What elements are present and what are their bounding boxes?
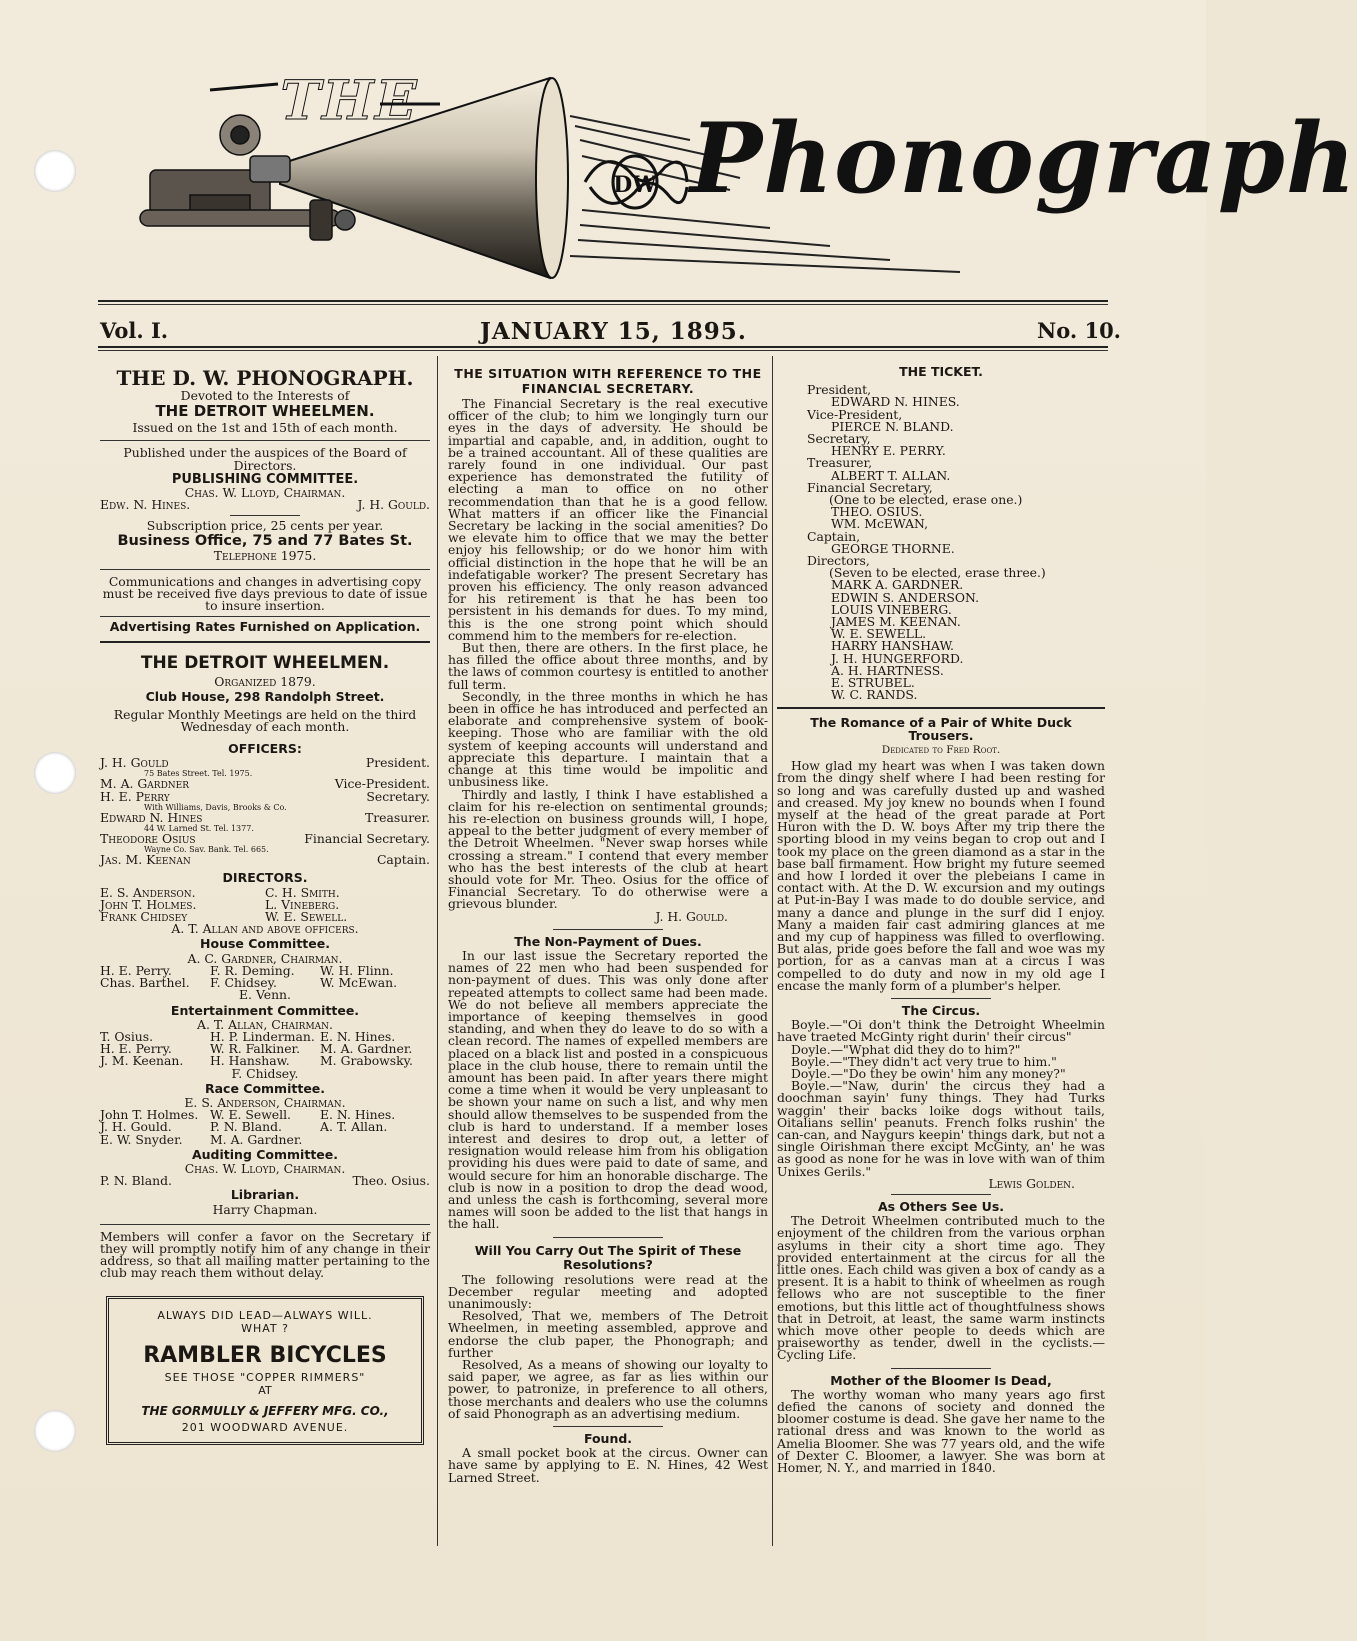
svg-text:DW: DW bbox=[613, 172, 657, 198]
entertainment-committee-head: Entertainment Committee. bbox=[170, 1002, 360, 1018]
officer-row bbox=[100, 809, 430, 825]
resolutions-p3: Resolved, As a means of showing our loyalty to said paper, we agree, as far as lies within our power, to patronize, in preference to all others, those merchants and dealers who use the columns of said Phonograph as an advertising medium. bbox=[448, 1357, 768, 1421]
officer-role: Captain. bbox=[376, 852, 430, 868]
others-p1: The Detroit Wheelmen contributed much to the enjoyment of the children from the various orphan asylums in their city a short time ago. They provided entertainment at the circus for all the little ones. Each child was given a box of candy as a present. It is a habit to think of wheelmen as rough fellows who are not susceptible to the finer emotions, but this little act of thoughtfulness shows that in Detroit, at least, the same warm instincts which move other people to deeds which are praiseworthy as tender, dwell in the cyclists.—Cycling Life. bbox=[777, 1213, 1105, 1363]
resolutions-p1: The following resolutions were read at the December regular meeting and adopted unanimously: bbox=[448, 1271, 768, 1312]
committee-member: M. A. Gardner. bbox=[320, 1041, 413, 1057]
paper-title: THE D. W. PHONOGRAPH. bbox=[116, 366, 414, 390]
bloomer-head: Mother of the Bloomer Is Dead, bbox=[830, 1372, 1052, 1388]
officer-role: Financial Secretary. bbox=[304, 831, 430, 847]
masthead bbox=[130, 60, 1357, 310]
ticket-candidate: EDWIN S. ANDERSON. bbox=[831, 589, 980, 605]
committee-member: J. H. Gould. bbox=[100, 1119, 172, 1135]
business-office: Business Office, 75 and 77 Bates St. bbox=[117, 533, 413, 550]
officer-note: 75 Bates Street. Tel. 1975. bbox=[144, 769, 253, 779]
found-head: Found. bbox=[583, 1431, 633, 1447]
ticket-candidate: THEO. OSIUS. bbox=[831, 504, 923, 520]
auditing-chair: Chas. W. Lloyd, Chairman. bbox=[184, 1160, 346, 1176]
directors-head: DIRECTORS. bbox=[222, 870, 308, 886]
situation-signature: J. H. Gould. bbox=[655, 908, 728, 924]
ticket-candidate: W. C. RANDS. bbox=[831, 687, 918, 703]
committee-member: E. N. Hines. bbox=[320, 1028, 396, 1044]
race-committee-list bbox=[100, 1109, 430, 1146]
short-rule bbox=[553, 1237, 663, 1238]
committee-member: H. E. Perry. bbox=[100, 962, 172, 978]
members-note: Members will confer a favor on the Secretary if they will promptly notify him of any change in their address, so that all mailing matter pertaining to the club may reach them without delay. bbox=[100, 1228, 430, 1281]
ad-company: THE GORMULLY & JEFFERY MFG. CO., bbox=[141, 1403, 389, 1418]
romance-p1: How glad my heart was when I was taken down from the dingy shelf where I had been resting for so long and was carefully dusted up and washed and creased. My joy knew no bounds when I found myself at the head of the great parade at Port Huron with the D. W. boys After my trip there the sporting blood in my veins began to crop out and I took my place on the green diamond as a star in the base ball firmament. How bright my future seemed and how I lorded it over the plebeians I came in contact with. At the D. W. excursion and my outings at Put-in-Bay I was made to do double service, and many a dance and plunge in the surf did I enjoy. Many a maiden fair cast admiring glances at me and my cup of happiness was filled to overflowing. But alas, pride goes before the fall and woe was my portion, for as a canvas man at a circus I was compelled to do duty and now in my old age I encase the manly form of a plumber's helper. bbox=[777, 758, 1105, 993]
entertainment-chair: A. T. Allan, Chairman. bbox=[197, 1016, 333, 1032]
ticket-candidate: LOUIS VINEBERG. bbox=[831, 601, 952, 617]
devoted-line: Devoted to the Interests of bbox=[180, 388, 350, 403]
house-chair: A. C. Gardner, Chairman. bbox=[187, 950, 343, 966]
committee-member: W. E. Sewell. bbox=[210, 1107, 291, 1123]
committee-member: A. T. Allan. bbox=[320, 1119, 388, 1135]
ticket-candidate: PIERCE N. BLAND. bbox=[831, 418, 954, 434]
ticket-candidate: HENRY E. PERRY. bbox=[831, 443, 946, 459]
auditing-members: P. N. Bland. Theo. Osius. bbox=[100, 1173, 430, 1189]
issue-date: JANUARY 15, 1895. bbox=[480, 318, 747, 345]
committee-member: E. N. Hines. bbox=[320, 1107, 396, 1123]
dues-p1: In our last issue the Secretary reported the names of 22 men who had been suspended for non-payment of dues. This was only done after repeated attempts to collect same had been made. We do not believe all members appreciate the importance of keeping themselves in good standing, and when they do leave to do so with a clean record. The names of expelled members are placed on a black list and posted in a conspicuous place in the club house, there to remain until the amount has been paid. In after years there might come a time when it would be very unpleasant to be shown your name on such a list, and why men should allow themselves to be suspended from the club is hard to understand. If a member loses interest and desires to drop out, a letter of resignation would release him from his obligation providing his dues were paid to date of same, and would secure for him an honorable discharge. The club is now in a position to drop the dead wood, and unless the cash is forthcoming, several more names will soon be added to the list that hangs in the hall. bbox=[448, 947, 768, 1232]
ad-line4: AT bbox=[258, 1383, 272, 1397]
situation-p2: But then, there are others. In the first place, he has filled the office about three months, and by the laws of common courtesy is entitled to another full term. bbox=[448, 640, 768, 692]
officer-note: Wayne Co. Sav. Bank. Tel. 665. bbox=[144, 845, 269, 855]
ticket-candidate: W. E. SEWELL. bbox=[831, 626, 927, 642]
ticket-candidate: WM. McEWAN, bbox=[831, 516, 929, 532]
officer-note: With Williams, Davis, Brooks & Co. bbox=[144, 802, 287, 812]
meetings-line: Regular Monthly Meetings are held on the third Wednesday of each month. bbox=[113, 706, 417, 734]
officer-row bbox=[100, 833, 430, 845]
short-rule bbox=[553, 1426, 663, 1427]
circus-signature: Lewis Golden. bbox=[988, 1175, 1075, 1191]
club-name: THE DETROIT WHEELMEN. bbox=[155, 402, 375, 421]
issue-rule-bottom-thin bbox=[98, 350, 1108, 351]
resolutions-p2: Resolved, That we, members of The Detroit Wheelmen, in meeting assembled, approve and endorse the club paper, the Phonograph; and further bbox=[448, 1308, 768, 1360]
ad-line3: SEE THOSE "COPPER RIMMERS" bbox=[164, 1370, 366, 1384]
masthead-title: Phonograph bbox=[690, 102, 1357, 215]
advertising-rates: Advertising Rates Furnished on Application. bbox=[109, 619, 421, 635]
ad-line1: ALWAYS DID LEAD—ALWAYS WILL. bbox=[157, 1308, 373, 1322]
ticket-candidate: GEORGE THORNE. bbox=[831, 540, 955, 556]
committee-member: M. A. Gardner. bbox=[210, 1131, 303, 1147]
issue-rule-bottom bbox=[98, 346, 1108, 348]
committee-member: W. McEwan. bbox=[320, 975, 398, 991]
communications-note: Communications and changes in advertising copy must be received five days previous to date of issue to insure insertion. bbox=[102, 573, 428, 614]
ad-line2: WHAT ? bbox=[241, 1321, 289, 1335]
ticket-candidate: MARK A. GARDNER. bbox=[831, 577, 964, 593]
divider bbox=[777, 707, 1105, 709]
column-divider bbox=[437, 356, 438, 1546]
officer-name: Theodore Osius bbox=[100, 831, 196, 847]
short-rule bbox=[891, 1368, 991, 1369]
committee-member: F. Chidsey. bbox=[210, 975, 277, 991]
club-title: THE DETROIT WHEELMEN. bbox=[140, 653, 390, 674]
column-right bbox=[777, 362, 1105, 1474]
ticket-instruction: (Seven to be elected, erase three.) bbox=[829, 565, 1046, 581]
director-name: C. H. Smith. bbox=[265, 884, 340, 900]
entertainment-committee-list bbox=[100, 1028, 430, 1069]
officer-role: Treasurer. bbox=[364, 809, 430, 825]
house-committee-head: House Committee. bbox=[200, 936, 330, 952]
committee-member: W. H. Flinn. bbox=[320, 962, 394, 978]
committee-member: Chas. Barthel. bbox=[100, 975, 190, 991]
divider bbox=[100, 1224, 430, 1225]
others-head: As Others See Us. bbox=[877, 1199, 1005, 1214]
circus-p5: Boyle.—"Naw, durin' the circus they had a doochman sayin' funy things. They had Turks waggin' their backs loike dogs without tails, Oitalians sellin' peanuts. French folks rushin' the can-can, and Naygurs keepin' things dark, but not a single Oirishman there excipt McGinty, an' he was as good as none for he was in love with wan of thim Unixes Gerils." bbox=[777, 1078, 1105, 1179]
committee-member: John T. Holmes. bbox=[100, 1107, 199, 1123]
short-rule bbox=[891, 1194, 991, 1195]
column-divider bbox=[772, 356, 773, 1546]
binder-hole bbox=[34, 752, 76, 794]
director-name: John T. Holmes. bbox=[100, 896, 197, 912]
ticket-office: President, bbox=[807, 382, 872, 398]
situation-p4: Thirdly and lastly, I think I have established a claim for his re-election on sentimental grounds; his re-election on business grounds will, I hope, appeal to the better judgment of every member of the Detroit Wheelmen. "Never swap horses while crossing a stream." I contend that every member who has the best interests of the club at heart should vote for Mr. Theo. Osius for the office of Financial Secretary. To do otherwise were a grievous blunder. bbox=[448, 786, 768, 912]
ticket-office: Vice-President, bbox=[807, 406, 903, 422]
column-left bbox=[100, 362, 430, 1445]
ticket-office: Financial Secretary, bbox=[807, 479, 933, 495]
found-p1: A small pocket book at the circus. Owner can have same by applying to E. N. Hines, 42 West Larned Street. bbox=[448, 1445, 768, 1485]
ticket-head: THE TICKET. bbox=[899, 364, 983, 379]
issued-line: Issued on the 1st and 15th of each month. bbox=[132, 420, 398, 436]
race-chair: E. S. Anderson, Chairman. bbox=[184, 1094, 346, 1110]
ticket-candidate: HARRY HANSHAW. bbox=[831, 638, 954, 654]
committee-member: W. R. Falkiner. bbox=[210, 1041, 301, 1057]
clubhouse-line: Club House, 298 Randolph Street. bbox=[145, 688, 385, 704]
divider bbox=[100, 641, 430, 643]
telephone-line: Telephone 1975. bbox=[213, 548, 317, 564]
publishing-committee-head: PUBLISHING COMMITTEE. bbox=[171, 471, 359, 487]
bloomer-p1: The worthy woman who many years ago first defied the canons of society and donned the bloomer costume is dead. She gave her name to the rational dress and was known to the world as Amelia Bloomer. She was 77 years old, and the wife of Dexter C. Bloomer, a lawyer. She was born at Homer, N. Y., and married in 1840. bbox=[777, 1386, 1105, 1476]
officer-name: M. A. Gardner bbox=[100, 776, 190, 792]
ticket-candidate: A. H. HARTNESS. bbox=[831, 662, 944, 678]
divider bbox=[100, 569, 430, 570]
ad-address: 201 WOODWARD AVENUE. bbox=[181, 1420, 349, 1434]
ticket-list bbox=[805, 384, 1105, 701]
committee-member bbox=[320, 1134, 430, 1146]
committee-member: E. W. Snyder. bbox=[100, 1131, 183, 1147]
directors-list bbox=[100, 884, 430, 925]
house-tail: E. Venn. bbox=[239, 987, 291, 1003]
director-name: W. E. Sewell. bbox=[265, 909, 348, 925]
committee-member: J. M. Keenan. bbox=[100, 1053, 184, 1069]
committee-member: H. P. Linderman. bbox=[210, 1028, 315, 1044]
director-name: L. Vineberg. bbox=[265, 896, 340, 912]
officer-name: Edward N. Hines bbox=[100, 809, 203, 825]
officer-role: Secretary. bbox=[366, 788, 430, 804]
committee-member: F. R. Deming. bbox=[210, 962, 295, 978]
rambler-advertisement bbox=[106, 1296, 424, 1445]
ticket-office: Captain, bbox=[807, 528, 861, 544]
committee-member: M. Grabowsky. bbox=[320, 1053, 413, 1069]
organized-line: Organized 1879. bbox=[214, 674, 316, 690]
publishing-chair: Chas. W. Lloyd, Chairman. bbox=[184, 484, 346, 500]
officer-role: President. bbox=[365, 755, 430, 771]
romance-head: The Romance of a Pair of White Duck Trousers. bbox=[810, 715, 1072, 743]
circus-head: The Circus. bbox=[901, 1002, 981, 1018]
officer-row bbox=[100, 854, 430, 866]
divider bbox=[100, 440, 430, 441]
publishing-members: Edw. N. Hines. J. H. Gould. bbox=[100, 497, 430, 513]
race-committee-head: Race Committee. bbox=[204, 1080, 326, 1096]
volume-label: Vol. I. bbox=[100, 318, 169, 343]
romance-dedication: Dedicated to Fred Root. bbox=[881, 743, 1001, 756]
ad-brand: RAMBLER BICYCLES bbox=[143, 1342, 387, 1368]
librarian-head: Librarian. bbox=[230, 1187, 300, 1203]
masthead-the: THE bbox=[273, 68, 426, 132]
ticket-instruction: (One to be elected, erase one.) bbox=[829, 492, 1023, 508]
officer-name: Jas. M. Keenan bbox=[100, 852, 191, 868]
ticket-candidate: JAMES M. KEENAN. bbox=[831, 614, 961, 630]
ticket-office: Directors, bbox=[807, 553, 870, 569]
situation-p1: The Financial Secretary is the real executive officer of the club; to him we longingly turn our eyes in the days of adversity. He should be impartial and capable, and, in addition, ought to be a trained accountant. All of these qualities are rarely found in one individual. Our past experience has demonstrated the futility of electing a man to office on no other recommendation than that he is a good fellow. What matters if an officer like the Financial Secretary be lacking in the social amenities? Do we elevate him to office that we may the better enjoy his fellowship; or do we honor him with official distinction in the hope that he will be an indefatigable worker? The present Secretary has proven his efficiency. The only reason advanced for his retirement is that he has been too persistent in his demands for dues. To my mind, this is the one strong point which should commend him to the members for re-election. bbox=[448, 396, 768, 643]
binder-hole bbox=[34, 1410, 76, 1452]
directors-tail: A. T. Allan and above officers. bbox=[171, 921, 359, 937]
column-middle bbox=[448, 362, 768, 1484]
committee-member: T. Osius. bbox=[100, 1028, 154, 1044]
published-line: Published under the auspices of the Board of Directors. bbox=[123, 445, 407, 473]
librarian-name: Harry Chapman. bbox=[212, 1201, 318, 1217]
house-committee-list bbox=[100, 962, 430, 991]
director-name: E. S. Anderson. bbox=[100, 884, 196, 900]
director-name: Frank Chidsey bbox=[100, 909, 188, 925]
situation-head: THE SITUATION WITH REFERENCE TO THE FINANCIAL SECRETARY. bbox=[454, 366, 762, 396]
subscription-line: Subscription price, 25 cents per year. bbox=[146, 518, 384, 534]
short-rule bbox=[553, 929, 663, 930]
committee-member: H. E. Perry. bbox=[100, 1041, 172, 1057]
issue-number: No. 10. bbox=[1037, 318, 1121, 343]
officer-name: H. E. Perry bbox=[100, 788, 170, 804]
circus-p3: Boyle.—"They didn't act very true to him." bbox=[791, 1053, 1057, 1069]
dues-head: The Non-Payment of Dues. bbox=[514, 933, 702, 949]
short-rule bbox=[230, 515, 300, 516]
committee-row bbox=[100, 1131, 430, 1147]
entertainment-tail: F. Chidsey. bbox=[231, 1065, 299, 1081]
ticket-candidate: ALBERT T. ALLAN. bbox=[831, 467, 951, 483]
circus-p2: Doyle.—"Wphat did they do to him?" bbox=[791, 1041, 1021, 1057]
dw-monogram bbox=[575, 142, 695, 222]
officers-head: OFFICERS: bbox=[228, 741, 302, 757]
resolutions-head: Will You Carry Out The Spirit of These Resolutions? bbox=[474, 1242, 742, 1272]
ticket-office: Secretary, bbox=[807, 431, 871, 447]
officer-role: Vice-President. bbox=[334, 776, 430, 792]
situation-p3: Secondly, in the three months in which he has been in office he has introduced and perfected an elaborate and comprehensive system of book-keeping. Those who are familiar with the old system of keeping accounts will understand and appreciate this departure. I maintain that a change at this time would be impolitic and unbusiness like. bbox=[448, 688, 768, 790]
issue-rule-top bbox=[98, 300, 1108, 302]
ticket-candidate: EDWARD N. HINES. bbox=[831, 394, 960, 410]
ticket-office: Treasurer, bbox=[807, 455, 873, 471]
officer-note: 44 W. Larned St. Tel. 1377. bbox=[144, 824, 254, 834]
issue-rule-top-thin bbox=[98, 304, 1108, 305]
ticket-candidate: J. H. HUNGERFORD. bbox=[831, 650, 964, 666]
circus-p4: Doyle.—"Do they be owin' him any money?" bbox=[791, 1065, 1066, 1081]
officer-row bbox=[100, 757, 430, 769]
circus-p1: Boyle.—"Oi don't think the Detroight Wheelmin have traeted McGinty right durin' their circus" bbox=[777, 1017, 1105, 1045]
binder-hole bbox=[34, 150, 76, 192]
officer-row bbox=[100, 788, 430, 804]
officers-list bbox=[100, 757, 430, 866]
divider bbox=[100, 616, 430, 617]
ticket-candidate: E. STRUBEL. bbox=[831, 675, 915, 691]
officer-name: J. H. Gould bbox=[100, 755, 169, 771]
auditing-committee-head: Auditing Committee. bbox=[191, 1146, 338, 1162]
short-rule bbox=[891, 998, 991, 999]
committee-member: H. Hanshaw. bbox=[210, 1053, 290, 1069]
committee-member: P. N. Bland. bbox=[210, 1119, 282, 1135]
